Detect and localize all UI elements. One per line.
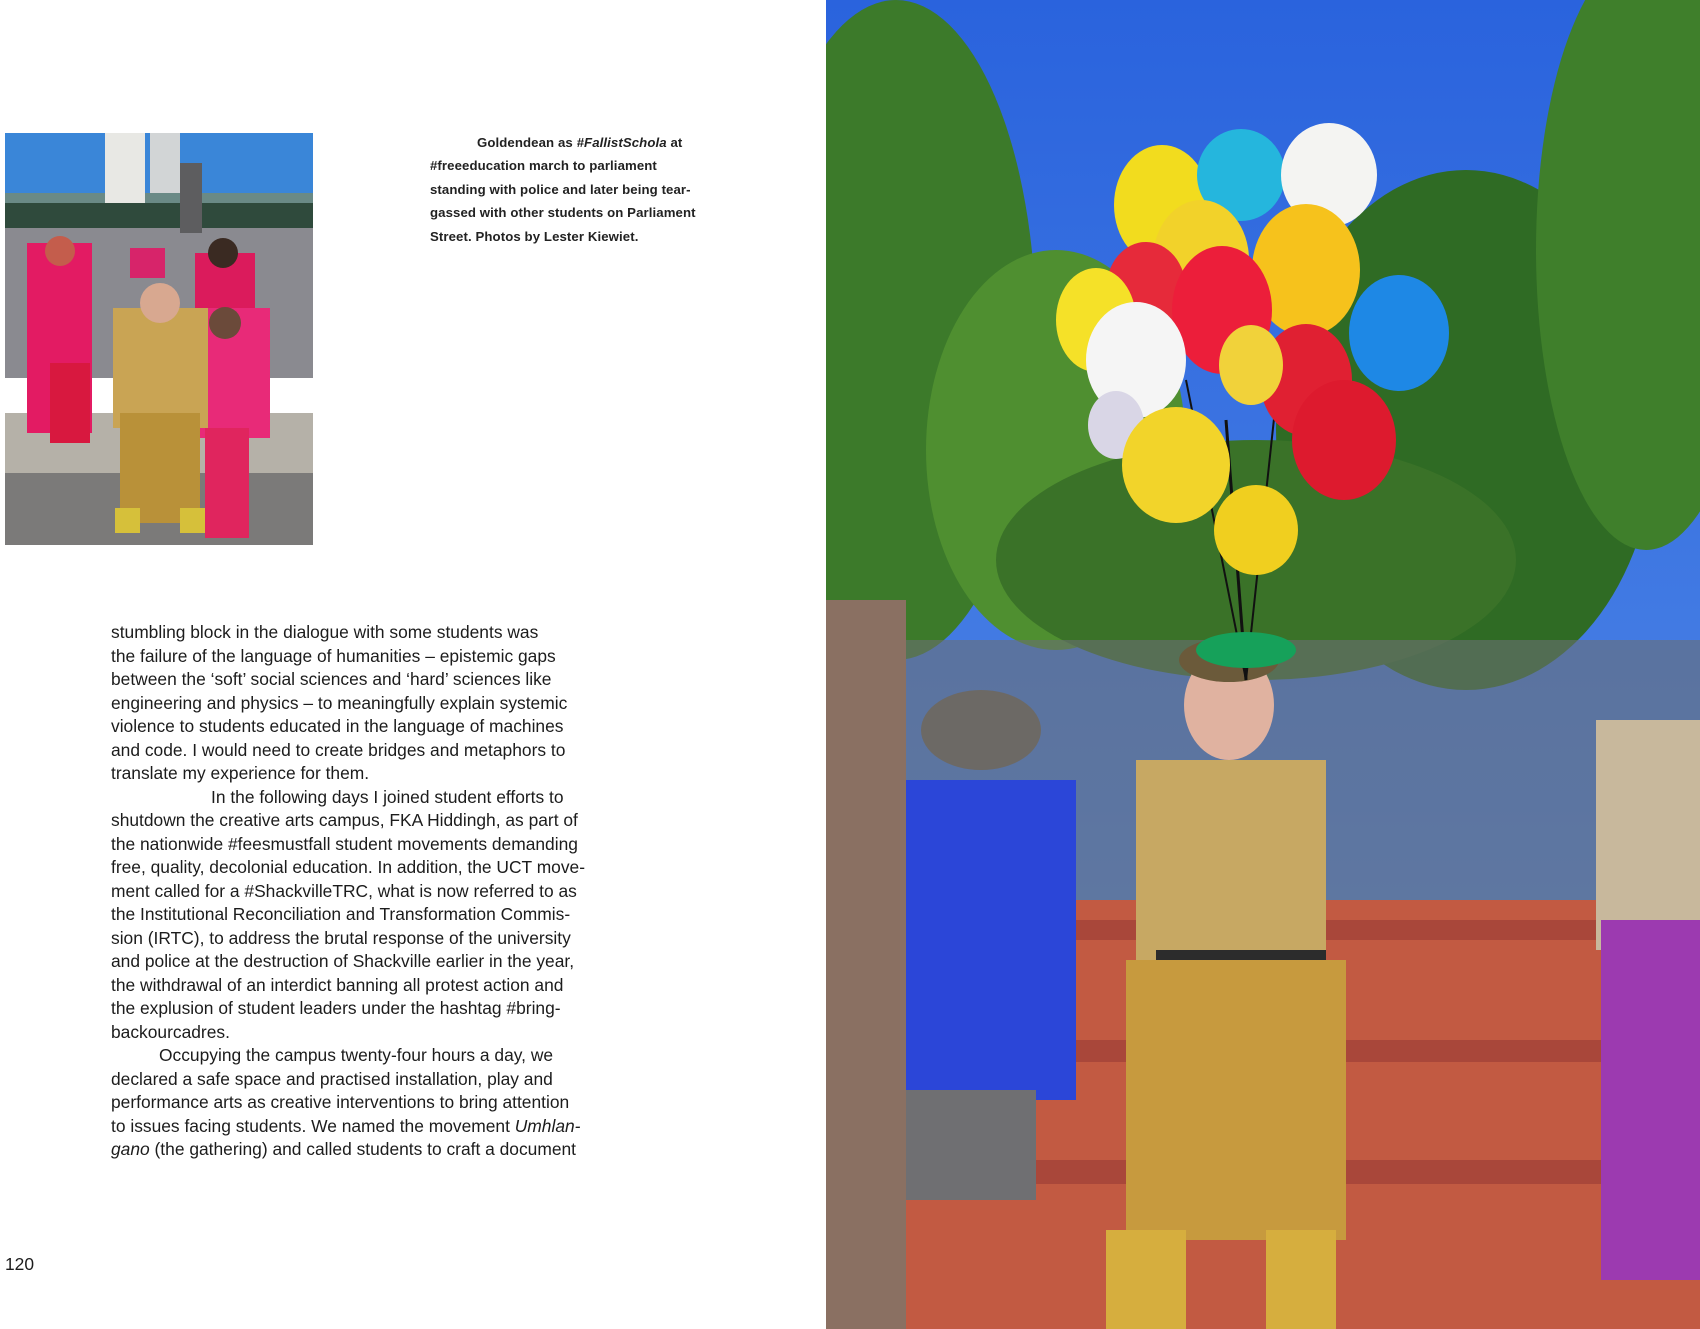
text-line: sion (IRTC), to address the brutal response of the university: [111, 927, 571, 948]
text-line: free, quality, decolonial education. In addition, the UCT move-: [111, 857, 586, 877]
text-line: Occupying the campus twenty-four hours a day, we: [159, 1045, 554, 1065]
text-line: and police at the destruction of Shackville earlier in the year,: [111, 951, 575, 971]
text-line: the failure of the language of humanities – epistemic gaps: [111, 645, 556, 666]
text-line: the nationwide #feesmustfall student movements demanding: [111, 833, 578, 854]
text-line: gano (the gathering) and called students to craft a document: [111, 1139, 577, 1159]
text-line: to issues facing students. We named the movement Umhlan-: [111, 1115, 581, 1136]
text-line: shutdown the creative arts campus, FKA Hiddingh, as part of: [111, 810, 578, 830]
text-line: backourcadres.: [111, 1021, 230, 1042]
text-line: engineering and physics – to meaningfully explain systemic: [111, 692, 568, 713]
body-text: [111, 621, 651, 1162]
page-number: 120: [5, 1254, 35, 1274]
photo-caption: Goldendean as #FallistSchola at #freeeducation march to parliament standing with police and later being tear- gassed with other students on Parliament Street. Photos by Lester Kiewiet.: [430, 135, 696, 244]
march-photo: [5, 133, 313, 545]
text-line: and code. I would need to create bridges and metaphors to: [111, 739, 566, 760]
text-line: the explusion of student leaders under the hashtag #bring-: [111, 998, 561, 1018]
text-line: In the following days I joined student efforts to: [211, 786, 564, 807]
balloon-performer-photo: [826, 0, 1700, 1329]
text-line: performance arts as creative interventions to bring attention: [111, 1092, 570, 1112]
text-line: declared a safe space and practised installation, play and: [111, 1068, 553, 1089]
text-line: ment called for a #ShackvilleTRC, what is now referred to as: [111, 880, 577, 901]
text-line: stumbling block in the dialogue with some students was: [111, 622, 539, 642]
text-line: between the ‘soft’ social sciences and ‘hard’ sciences like: [111, 669, 552, 689]
text-line: translate my experience for them.: [111, 763, 370, 783]
text-line: the withdrawal of an interdict banning all protest action and: [111, 974, 564, 995]
text-line: violence to students educated in the language of machines: [111, 716, 564, 736]
text-line: the Institutional Reconciliation and Transformation Commis-: [111, 904, 571, 924]
